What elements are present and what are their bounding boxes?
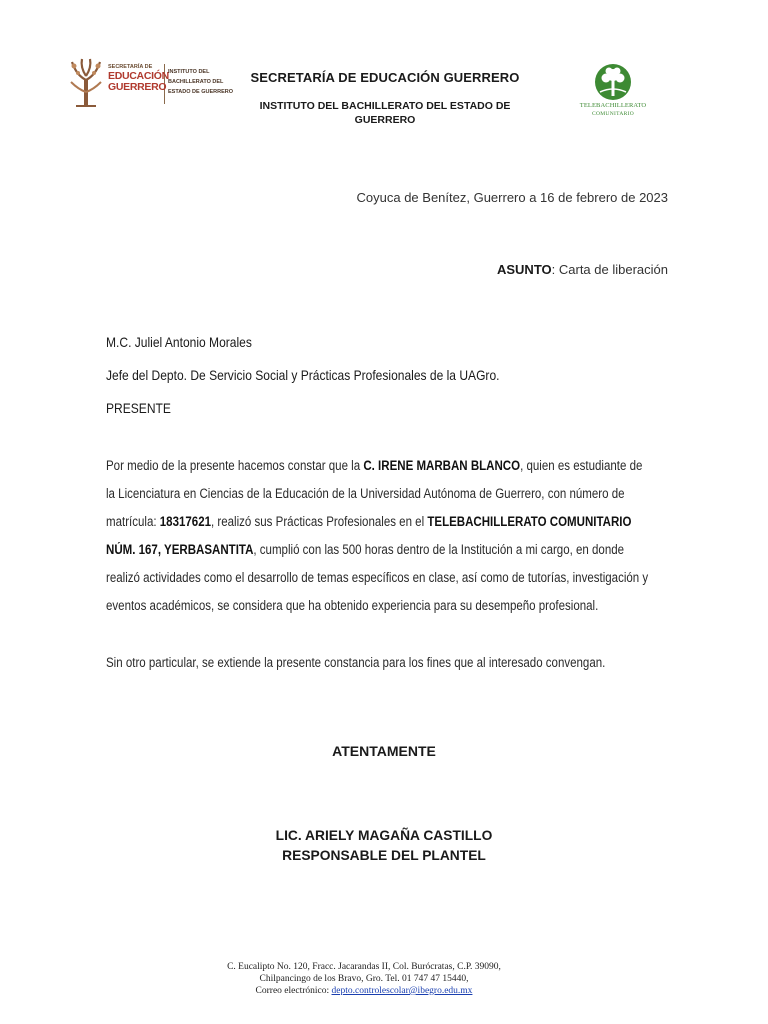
- signer-title: RESPONSABLE DEL PLANTEL: [282, 848, 486, 863]
- closing-paragraph: Sin otro particular, se extiende la presente constancia para los fines que al interesado convengan.: [106, 655, 606, 670]
- body-text: , cumplió con las 500 horas dentro de la Institución a mi cargo, en donde: [253, 542, 625, 557]
- addressee-presente: PRESENTE: [106, 400, 171, 416]
- guerrero-text: GUERRERO: [108, 81, 167, 93]
- signer-name: LIC. ARIELY MAGAÑA CASTILLO: [275, 828, 493, 843]
- header-subtitle: [230, 99, 540, 127]
- footer-line-2: Chilpancingo de los Bravo, Gro. Tel. 01 747 47 15440,: [259, 974, 469, 984]
- tree-emblem-icon: [68, 58, 104, 108]
- footer-email-link[interactable]: depto.controlescolar@ibegro.edu.mx: [331, 986, 473, 996]
- school-name-part-2: NÚM. 167, YERBASANTITA: [106, 542, 254, 557]
- body-line-1: [106, 458, 642, 473]
- body-line-6: eventos académicos, se considera que ha obtenido experiencia para su desempeño profesional.: [106, 598, 599, 613]
- body-line-4: [106, 542, 624, 557]
- asunto-value: Carta de liberación: [558, 262, 668, 277]
- telebachillerato-text: TELEBACHILLERATO: [579, 102, 647, 109]
- body-text: Por medio de la presente hacemos constar que la: [106, 458, 364, 473]
- body-text: , realizó sus Prácticas Profesionales en el: [211, 514, 428, 529]
- comunitario-text: COMUNITARIO: [592, 111, 634, 117]
- header-subtitle-line-1: INSTITUTO DEL BACHILLERATO DEL ESTADO DE: [259, 100, 511, 112]
- asunto-separator: :: [551, 262, 559, 277]
- footer-address: [0, 961, 728, 997]
- addressee-name: M.C. Juliel Antonio Morales: [106, 334, 252, 350]
- instituto-line-2: BACHILLERATO DEL: [168, 79, 224, 85]
- place-date: Coyuca de Benítez, Guerrero a 16 de febrero de 2023: [356, 190, 668, 205]
- body-text: matrícula:: [106, 514, 160, 529]
- instituto-line-3: ESTADO DE GUERRERO: [168, 89, 233, 95]
- matricula-number: 18317621: [159, 514, 212, 529]
- body-line-2: la Licenciatura en Ciencias de la Educación de la Universidad Autónoma de Guerrero, con número de: [106, 486, 625, 501]
- footer-line-3: [0, 985, 728, 997]
- asunto-label: ASUNTO: [496, 262, 552, 277]
- footer-line-1: C. Eucalipto No. 120, Fracc. Jacarandas II, Col. Burócratas, C.P. 39090,: [227, 962, 501, 972]
- addressee-role: Jefe del Depto. De Servicio Social y Prácticas Profesionales de la UAGro.: [106, 367, 500, 383]
- closing-atentamente: ATENTAMENTE: [332, 743, 436, 759]
- educacion-text: EDUCACIÓN: [108, 70, 169, 82]
- asunto-line: [497, 262, 668, 277]
- header-title: SECRETARÍA DE EDUCACIÓN GUERRERO: [250, 70, 520, 85]
- instituto-line-1: INSTITUTO DEL: [168, 69, 210, 75]
- telebachillerato-logo: [578, 62, 648, 122]
- body-line-5: realizó actividades como el desarrollo de temas específicos en clase, así como de tutorías, investigación y: [106, 570, 649, 585]
- body-text: , quien es estudiante de: [520, 458, 643, 473]
- school-name-part-1: TELEBACHILLERATO COMUNITARIO: [427, 514, 632, 529]
- header-subtitle-line-2: GUERRERO: [354, 114, 416, 126]
- body-line-3: [106, 514, 631, 529]
- secretaria-de-text: SECRETARÍA DE: [108, 64, 153, 70]
- secretaria-wordmark: [108, 64, 169, 104]
- signature-block: [0, 826, 768, 866]
- tree-circle-icon: [592, 62, 634, 102]
- footer-email-label: Correo electrónico:: [255, 986, 332, 996]
- student-name: C. IRENE MARBAN BLANCO: [363, 458, 521, 473]
